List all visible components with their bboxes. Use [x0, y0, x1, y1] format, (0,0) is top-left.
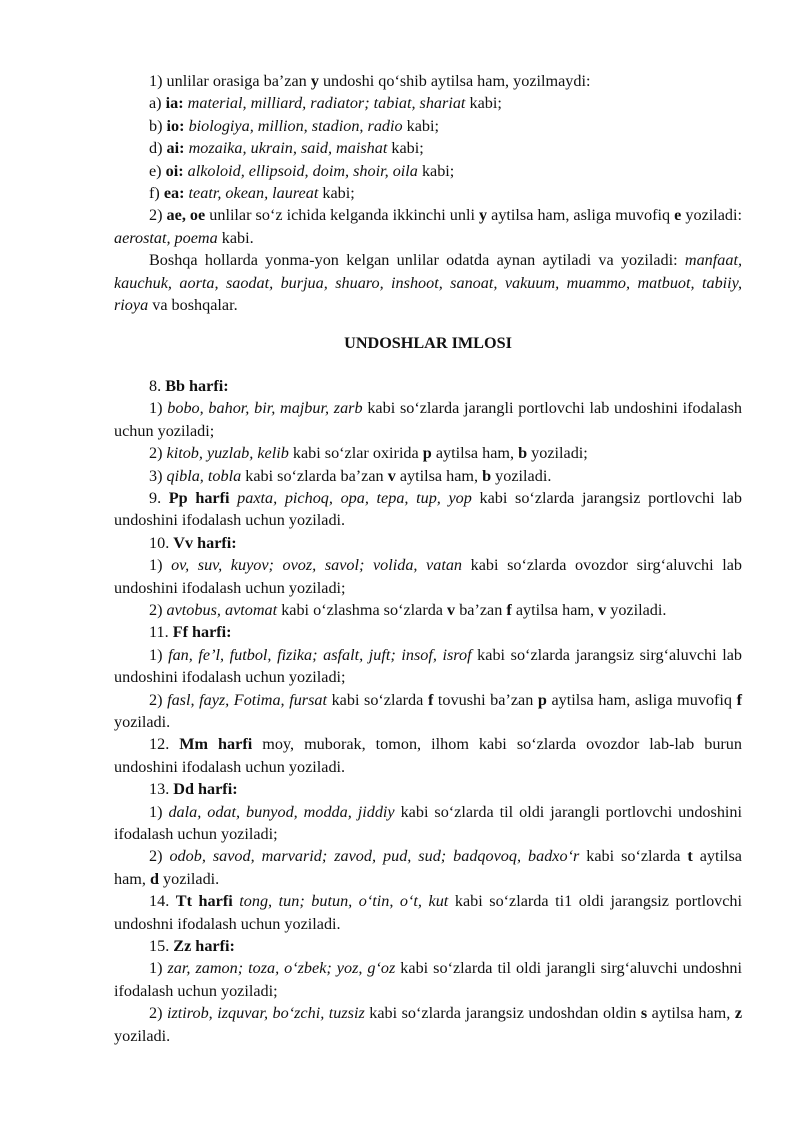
vowel-example-oi — [114, 160, 742, 182]
text-span: 2) — [149, 444, 163, 463]
text-span: y — [479, 206, 488, 225]
text-span: 11. — [149, 623, 169, 642]
text-span: mozaika, ukrain, said, maishat — [188, 139, 388, 158]
text-span: b — [518, 444, 528, 463]
text-span: y — [310, 72, 319, 90]
text-span: ea: — [163, 184, 185, 203]
text-span: tong, tun; butun, o‘tin, o‘t, kut — [239, 892, 449, 911]
text-span: biologiya, million, stadion, radio — [188, 116, 403, 135]
text-span: v — [387, 466, 396, 485]
vowel-rule-1 — [114, 70, 742, 92]
text-span: p — [537, 690, 547, 709]
text-span: yoziladi. — [606, 600, 667, 619]
section-11-rule-2 — [114, 689, 742, 734]
document-page — [114, 70, 742, 1047]
text-span: ae, oe — [166, 206, 206, 225]
section-8-rule-3 — [114, 465, 742, 487]
text-span: z — [734, 1004, 742, 1023]
text-span: kabi so‘zlarda — [326, 690, 428, 709]
text-span: p — [422, 444, 432, 463]
text-span: 12. — [149, 735, 170, 754]
text-span: undoshi qo‘shib aytilsa ham, yozilmaydi: — [318, 72, 591, 90]
section-13-rule-1 — [114, 801, 742, 846]
text-span: Zz harfi: — [173, 937, 235, 956]
section-9 — [114, 487, 742, 532]
text-span: e — [674, 206, 682, 225]
text-span: 1) — [149, 399, 163, 418]
text-span: f — [506, 600, 512, 619]
section-15-rule-1 — [114, 957, 742, 1002]
text-span: ia: — [165, 94, 184, 113]
text-span: kabi; — [387, 139, 424, 158]
text-span: kabi; — [318, 184, 355, 203]
text-span: kabi so‘zlarda jarangsiz portlovchi lab undoshini ifodalash uchun yoziladi. — [114, 488, 743, 530]
vowel-rule-2 — [114, 204, 742, 249]
text-span: a) — [149, 94, 162, 113]
section-10-rule-2 — [114, 599, 742, 621]
text-span: yoziladi. — [114, 1026, 171, 1045]
section-heading: UNDOSHLAR IMLOSI — [344, 334, 512, 353]
text-span: 3) — [149, 466, 163, 485]
section-8-rule-1 — [114, 397, 742, 442]
section-14 — [114, 890, 742, 935]
text-span: kabi so‘zlarda ovozdor sirg‘aluvchi lab undoshini ifodalash uchun yoziladi; — [114, 556, 742, 597]
vowel-example-io — [114, 115, 742, 137]
text-span: 14. — [149, 892, 170, 911]
text-span: v — [447, 600, 456, 619]
section-15-title — [114, 935, 742, 957]
text-span: paxta, pichoq, opa, tepa, tup, yop — [237, 488, 472, 507]
text-span: unlilar so‘z ichida kelganda ikkinchi unli — [205, 206, 479, 225]
text-span: kabi so‘zlarda jarangsiz sirg‘aluvchi lab undoshini ifodalash uchun yoziladi; — [114, 645, 743, 687]
text-span: alkoloid, ellipsoid, doim, shoir, oila — [187, 161, 418, 180]
text-span: kabi; — [465, 94, 502, 113]
text-span: va boshqalar. — [148, 296, 238, 315]
text-span: kabi; — [402, 116, 440, 135]
text-span: Boshqa hollarda yonma-yon kelgan unlilar odatda aynan aytiladi va yoziladi: — [149, 251, 685, 270]
text-span: kabi so‘zlarda ti1 oldi jarangsiz portlovchi undoshni ifodalash uchun yoziladi. — [114, 892, 743, 933]
text-span: kabi so‘zlarda — [579, 847, 688, 866]
text-span: d — [149, 869, 159, 888]
text-span: d) — [149, 139, 163, 158]
text-span: 1) — [149, 72, 163, 90]
text-span: aerostat, poema — [114, 228, 218, 247]
text-span: f — [736, 690, 742, 709]
text-span: bobo, bahor, bir, majbur, zarb — [167, 399, 363, 418]
text-span: kabi so‘zlarda jarangsiz undoshdan oldin — [364, 1004, 641, 1023]
text-span: yoziladi. — [114, 712, 171, 731]
text-span: Tt harfi — [175, 892, 233, 911]
text-span: 1) — [149, 645, 163, 664]
text-span: Pp harfi — [168, 488, 230, 507]
text-span: qibla, tobla — [166, 466, 242, 485]
text-span: Bb harfi: — [165, 376, 229, 395]
section-11-title — [114, 621, 742, 643]
text-span: e) — [149, 161, 162, 180]
text-span: aytilsa ham, — [511, 600, 599, 619]
text-span: tovushi ba’zan — [433, 690, 538, 709]
text-span: moy, muborak, tomon, ilhom kabi so‘zlarda ovozdor lab-lab burun undoshini ifodalash uchun yoziladi. — [114, 735, 742, 776]
text-span: 15. — [149, 937, 170, 956]
text-span: b — [482, 466, 492, 485]
text-span: kabi so‘zlarda jarangli portlovchi lab undoshini ifodalash uchun yoziladi; — [114, 399, 743, 440]
section-8-title — [114, 375, 742, 397]
text-span: 2) — [149, 690, 163, 709]
text-span: 1) — [149, 802, 163, 821]
text-span: t — [687, 847, 693, 866]
section-8-rule-2 — [114, 442, 742, 464]
text-span: odob, savod, marvarid; zavod, pud, sud; badqovoq, badxo‘r — [169, 847, 580, 866]
vowel-other-cases — [114, 249, 742, 316]
text-span: Mm harfi — [179, 735, 253, 754]
text-span: kabi. — [217, 228, 254, 247]
text-span: 2) — [149, 1004, 163, 1023]
section-10-rule-1 — [114, 554, 742, 599]
text-span: Vv harfi: — [173, 533, 237, 552]
text-span: kabi o‘zlashma so‘zlarda — [277, 600, 448, 619]
text-span: iztirob, izquvar, bo‘zchi, tuzsiz — [167, 1004, 365, 1023]
text-span: f) — [149, 184, 160, 203]
text-span: ai: — [166, 139, 185, 158]
text-span: Ff harfi: — [172, 623, 232, 642]
text-span: 2) — [149, 206, 163, 225]
text-span: 9. — [149, 488, 162, 507]
text-span: ov, suv, kuyov; ovoz, savol; volida, vatan — [171, 556, 463, 575]
text-span: manfaat, kauchuk, aorta, saodat, burjua, shuaro, inshoot, sanoat, vakuum, muammo, matbuot, tabiiy, rioya — [114, 251, 742, 315]
text-span: 2) — [149, 847, 163, 866]
text-span: aytilsa ham, — [395, 466, 483, 485]
text-span: fasl, fayz, Fotima, fursat — [167, 690, 327, 709]
text-span: teatr, okean, laureat — [188, 184, 319, 203]
text-span: kitob, yuzlab, kelib — [166, 444, 289, 463]
text-span: aytilsa ham, — [114, 847, 742, 888]
text-span: aytilsa ham, asliga muvofiq — [487, 206, 675, 225]
text-span: yoziladi. — [158, 869, 220, 888]
text-span: yoziladi. — [491, 466, 552, 485]
section-11-rule-1 — [114, 644, 742, 689]
text-span: 8. — [149, 376, 162, 395]
section-13-title — [114, 778, 742, 800]
text-span: dala, odat, bunyod, modda, jiddiy — [168, 802, 395, 821]
text-span: kabi so‘zlar oxirida — [288, 444, 423, 463]
vowel-example-ea — [114, 182, 742, 204]
section-10-title — [114, 532, 742, 554]
text-span: unlilar orasiga ba’zan — [162, 72, 311, 90]
text-span: yoziladi; — [527, 444, 588, 463]
section-15-rule-2 — [114, 1002, 742, 1047]
text-span: Dd harfi: — [173, 780, 238, 799]
text-span: yoziladi: — [681, 206, 743, 225]
text-span: zar, zamon; toza, o‘zbek; yoz, g‘oz — [167, 959, 396, 978]
text-span: io: — [166, 116, 185, 135]
text-span: ba’zan — [455, 600, 507, 619]
text-span: aytilsa ham, — [431, 444, 519, 463]
text-span: aytilsa ham, — [647, 1004, 735, 1023]
section-12 — [114, 733, 742, 778]
text-span: oi: — [165, 161, 184, 180]
text-span: kabi; — [417, 161, 455, 180]
text-span: s — [640, 1004, 648, 1023]
text-span: kabi so‘zlarda ba’zan — [241, 466, 388, 485]
text-span: kabi so‘zlarda til oldi jarangli portlovchi undoshini ifodalash uchun yoziladi; — [114, 802, 743, 843]
text-span: fan, fe’l, futbol, fizika; asfalt, juft; insof, isrof — [168, 645, 472, 664]
vowel-example-ai — [114, 137, 742, 159]
text-span: f — [427, 690, 434, 709]
text-span: 13. — [149, 780, 170, 799]
text-span: b) — [149, 116, 163, 135]
text-span: material, milliard, radiator; tabiat, shariat — [187, 94, 466, 113]
text-span: aytilsa ham, asliga muvofiq — [546, 690, 737, 709]
text-span: avtobus, avtomat — [166, 600, 278, 619]
text-span: 2) — [149, 600, 163, 619]
text-span: 1) — [149, 959, 163, 978]
text-span: 10. — [149, 533, 170, 552]
text-span: v — [598, 600, 607, 619]
text-span: 1) — [149, 556, 163, 575]
text-span: kabi so‘zlarda til oldi jarangli sirg‘aluvchi undoshni ifodalash uchun yoziladi; — [114, 959, 743, 1000]
section-13-rule-2 — [114, 845, 742, 890]
vowel-example-ia — [114, 92, 742, 114]
